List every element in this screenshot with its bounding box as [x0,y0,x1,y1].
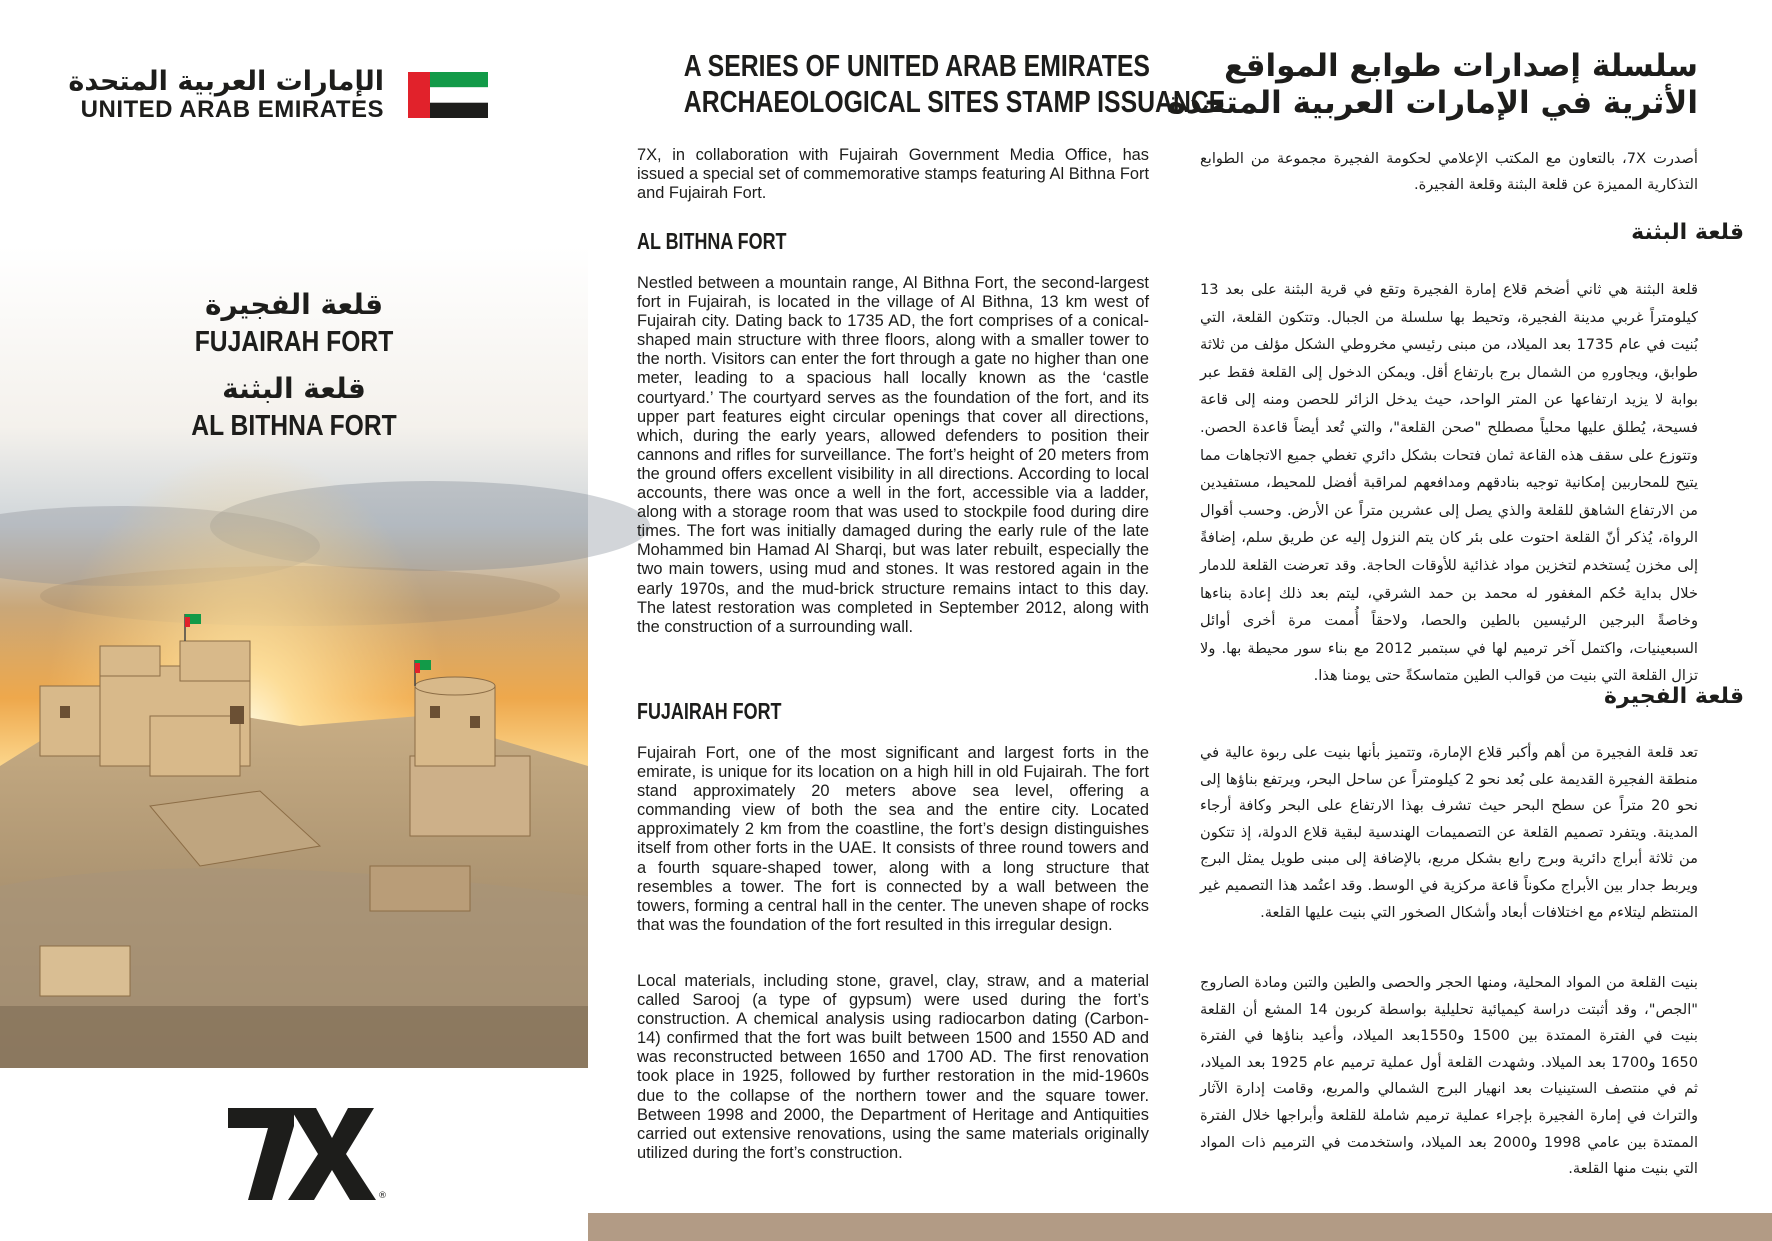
arabic-bithna-text: قلعة البثنة هي ثاني أضخم قلاع إمارة الفجيرة وتقع في قرية البثنة على بعد 13 كيلومتراً غربي مدينة الفجيرة، وتحيط بها سلسلة من الجبال. وتتكون القلعة، التي بُنيت في عام 1735 بعد الميلاد، من مبنى رئيسي مخروطي الشكل مؤلف من ثلاثة طوابق، ويجاورهِ من الشمال برج بارتفاع أقل. ويمكن الدخول إلى القلعة فقط عبر بوابة لا يزيد ارتفاعها عن المتر الواحد، حيث يدخل الزائر للحصن ومنه إلى قاعة فسيحة، يُطلق عليها محلياً مصطلح "صحن القلعة"، والتي تُعد أيضاً قاعدة الحصن. وتتوزع على سقف هذه القاعة ثمان فتحات بشكل دائري تغطي جميع الاتجاهات مما يتيح للمحاربين إمكانية توجيه بنادقهم ومدافعهم لمراقبة أفضل للمحيط، مستفيدين من الارتفاع الشاهق للقلعة والذي يصل إلى عشرين متراً عن الأرض. وحسب أقوال الرواة، يُذكر أنّ القلعة احتوت على بئر كان يتم النزول إليه عن طريق سلم، إضافةً إلى مخزن يُستخدم لتخزين مواد غذائية للأوقات الحاجة. وقد تعرضت القلعة للدمار خلال بداية حُكم المغفور له محمد بن حمد الشرقي، ليتم بعد ذلك إعادة بناءها وخاصةً البرجين الرئيسين بالطين والحصا، ولاحقاً أُممت مرة أخرى أوائل السبعينيات، واكتمل آخر ترميم لها في سبتمبر 2012 مع بناء سور محيطة بها. ولا تزال القلعة التي بنيت من قوالب الطين متماسكةً حتى يومنا هذا. [1200,281,1698,685]
english-title-line1: A SERIES OF UNITED ARAB EMIRATES [683,48,1150,83]
english-intro: 7X, in collaboration with Fujairah Government Media Office, has issued a special set of commemorative stamps featuring Al Bithna Fort and Fujairah Fort. [637,146,1149,203]
arabic-title-line1: سلسلة إصدارات طوابع المواقع [1224,48,1698,84]
uae-government-logo [68,62,488,123]
7x-logo-icon [228,1108,387,1201]
arabic-fujairah-text-1: تعد قلعة الفجيرة من أهم وأكبر قلاع الإمارة، وتتميز بأنها بنيت على ربوة عالية في منطقة الفجيرة القديمة على بُعد نحو 2 كيلومتراً عن ساحل البحر، ويرتفع بناؤها إلى نحو 20 متراً عن سطح البحر حيث تشرف بهذا الارتفاع على البحر وكافة أرجاء المدينة. ويتفرد تصميم القلعة عن التصميمات الهندسية لبقية قلاع الدولة، إذ تتكون من ثلاثة أبراج دائرية وبرج رابع بشكل مربع، بالإضافة إلى مبنى طويل يمثل البرج ويربط جدار بين الأبراج مكوناً قاعة مركزية في الوسط. وقد اعتُمد هذا التصميم غير المنتظم ليتلاءم مع اختلافات أبعاد وأشكال الصخور التي بنيت عليها القلعة. [1200,744,1698,921]
trademark-symbol: ® [378,1191,387,1201]
hero-title-bithna-english: AL BITHNA FORT [191,410,397,442]
arabic-fujairah-text-2: بنيت القلعة من المواد المحلية، ومنها الحجر والحصى والطين والتبن ومادة الصاروج "الجص"، وقد أثبتت دراسة كيميائية تحليلية بواسطة كربون 14 المشع أن القلعة بنيت في الفترة الممتدة بين 1500 و1550بعد الميلاد، وأعيد بناؤها في الفترة 1650 و1700 بعد الميلاد. وشهدت القلعة أول عملية ترميم عام 1925 بعد الميلاد، ثم في منتصف الستينيات بعد انهيار البرج الشمالي والمربع، وقامت إدارة الآثار والتراث في إمارة الفجيرة بإجراء عملية ترميم شاملة للقلعة وأبراجها خلال الفترة الممتدة بين عامي 1998 و2000 بعد الميلاد، واستخدمت في الترميم ذات المواد التي بنيت منها القلعة. [1200,974,1698,1178]
hero-title-fujairah-english: FUJAIRAH FORT [194,326,394,358]
english-title-line2: ARCHAEOLOGICAL SITES STAMP ISSUANCE [683,84,1226,119]
english-bithna-heading: AL BITHNA FORT [637,228,787,254]
uae-arabic-name: الإمارات العربية المتحدة [68,66,384,97]
uae-english-name: UNITED ARAB EMIRATES [80,96,384,123]
english-fujairah-heading: FUJAIRAH FORT [637,698,782,724]
hero-title-bithna-arabic: قلعة البثنة [222,372,366,405]
hero-image [0,246,588,1068]
english-title [683,48,1226,120]
arabic-bithna-heading: قلعة البثنة [1631,220,1744,245]
footer-bar [588,1213,1772,1241]
english-bithna-text: Nestled between a mountain range, Al Bithna Fort, the second-largest fort in Fujairah, is located in the village of Al Bithna, 13 km west of Fujairah city. Dating back to 1735 AD, the fort comprises of a conical-shaped main structure with three floors, along with a smaller tower to the north. Visitors can enter the fort through a gate no higher than one meter, leading to a spacious hall locally known as the ‘castle courtyard.’ The courtyard serves as the foundation of the fort, and its upper part features eight circular openings that cover all directions, which, during the early years, allowed defenders to position their cannons and rifles for surveillance. The fort’s height of 20 meters from the ground offers excellent visibility in all directions. According to local accounts, there was once a well in the fort, accessible via a ladder, along with a storage room that was used to stockpile food during dire times. The fort was initially damaged during the early rule of the late Mohammed bin Hamad Al Sharqi, but was later rebuilt, especially the two main towers, using mud and stones. It was restored again in the early 1970s, and the mud-brick structure remains intact to this day. The latest restoration was completed in September 2012, along with the construction of a surrounding wall. [637,274,1149,636]
english-fujairah-text-1: Fujairah Fort, one of the most significant and largest forts in the emirate, is unique for its location on a high hill in old Fujairah. The fort stand approximately 20 meters above sea level, offering a commanding view of both the sea and the entire city. Located approximately 2 km from the coastline, the fort’s design distinguishes itself from other forts in the UAE. It consists of three round towers and a fourth square-shaped tower, along with a long structure that resembles a tower. The fort is connected by a wall between the towers, forming a central hall in the center. The uneven shape of rocks that was the foundation of the fort resulted in this irregular design. [637,744,1149,934]
uae-flag-icon [408,72,488,118]
arabic-title [1167,48,1698,122]
fujairah-fort-sunset-image [0,246,588,1068]
english-fujairah-text-2: Local materials, including stone, gravel, clay, straw, and a material called Sarooj (a type of gypsum) were used during the fort’s construction. A chemical analysis using radiocarbon dating (Carbon-14) confirmed that the fort was built between 1500 and 1550 AD and was reconstructed between 1650 and 1700 AD. The first renovation took place in 1925, followed by further restoration in the mid-1960s due to the collapse of the northern tower and the square tower. Between 1998 and 2000, the Department of Heritage and Antiquities carried out extensive renovations, using the same materials originally utilized during the fort’s construction. [637,972,1149,1162]
arabic-fujairah-heading: قلعة الفجيرة [1604,684,1744,709]
hero-title-fujairah-arabic: قلعة الفجيرة [204,288,384,321]
arabic-title-line2: الأثرية في الإمارات العربية المتحدة [1167,85,1698,121]
arabic-intro: أصدرت 7X، بالتعاون مع المكتب الإعلامي لحكومة الفجيرة مجموعة من الطوابع التذكارية المميزة عن قلعة البثنة وقلعة الفجيرة. [1200,150,1698,193]
